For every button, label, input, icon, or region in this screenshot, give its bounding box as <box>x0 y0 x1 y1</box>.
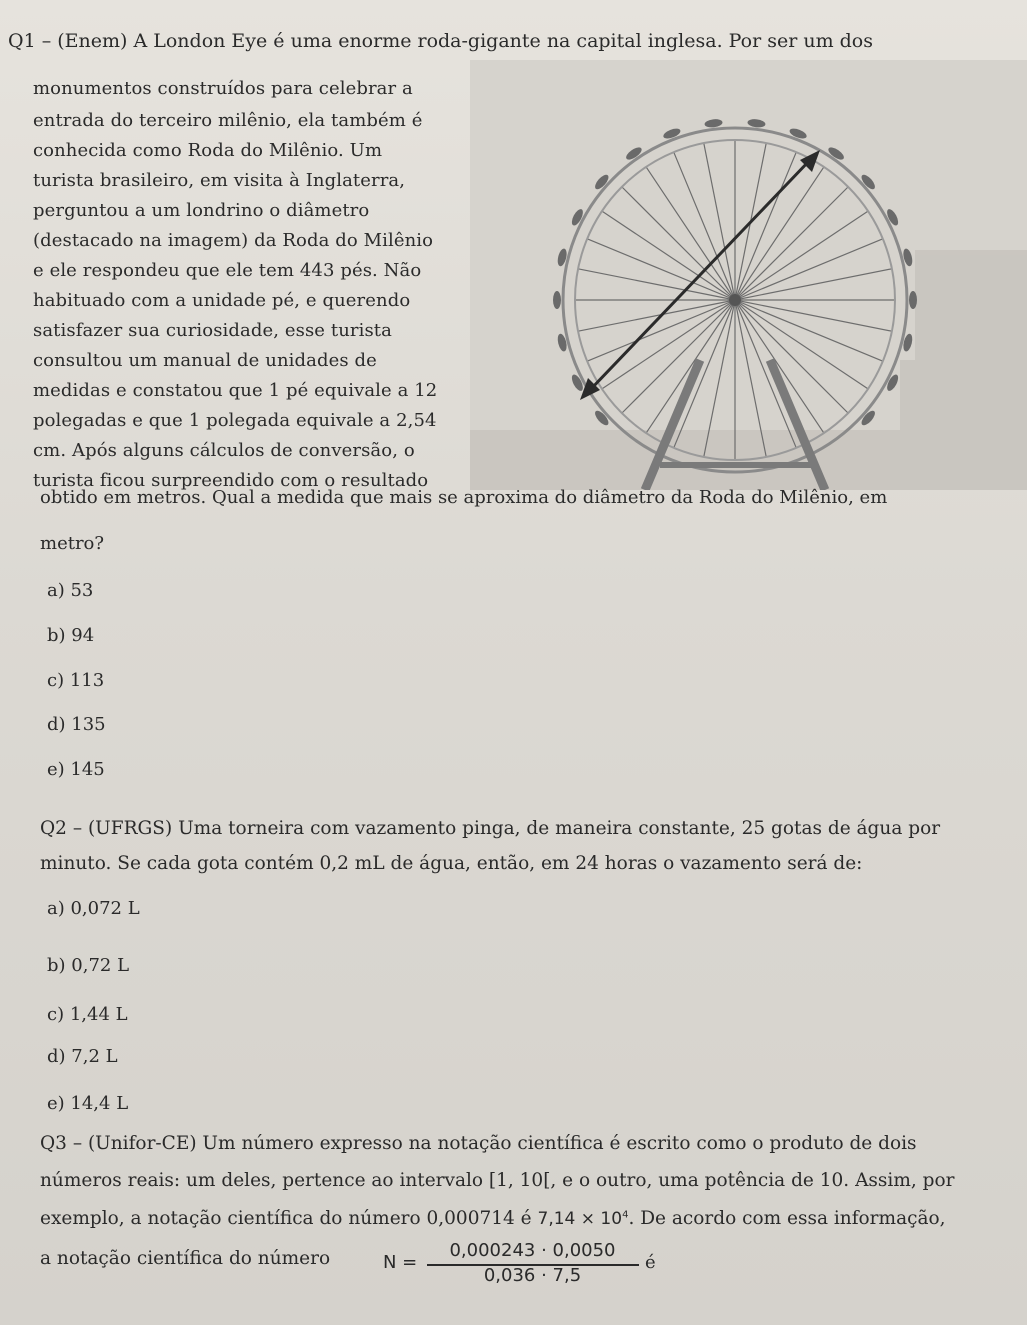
q1-line: entrada do terceiro milênio, ela também é <box>33 110 423 131</box>
q2-line: minuto. Se cada gota contém 0,2 mL de água, então, em 24 horas o vazamento será de: <box>40 853 863 874</box>
q3-line: Q3 – (Unifor-CE) Um número expresso na notação científica é escrito como o produto de dois <box>40 1133 917 1154</box>
q1-option-e: e) 145 <box>47 759 105 780</box>
q1-line: satisfazer sua curiosidade, esse turista <box>33 320 392 341</box>
q1-option-c: c) 113 <box>47 670 105 691</box>
q1-continuation: metro? <box>40 533 105 554</box>
sci-base: 7,14 × 10 <box>537 1209 623 1229</box>
q1-line: polegadas e que 1 polegada equivale a 2,54 <box>33 410 437 431</box>
q2-option-c: c) 1,44 L <box>47 1004 128 1025</box>
q2-option-d: d) 7,2 L <box>47 1046 118 1067</box>
q1-line: (destacado na imagem) da Roda do Milênio <box>33 230 434 251</box>
q1-line: e ele respondeu que ele tem 443 pés. Não <box>33 260 422 281</box>
q1-continuation: obtido em metros. Qual a medida que mais se aproxima do diâmetro da Roda do Milênio, em <box>40 487 888 508</box>
q1-line: habituado com a unidade pé, e querendo <box>33 290 411 311</box>
q1-line: perguntou a um londrino o diâmetro <box>33 200 370 221</box>
q3-line: números reais: um deles, pertence ao intervalo [1, 10[, e o outro, uma potência de 10. Assim, por <box>40 1170 955 1191</box>
q3-line <box>40 1248 330 1269</box>
q2-option-a: a) 0,072 L <box>47 898 140 919</box>
q1-line: cm. Após alguns cálculos de conversão, o <box>33 440 415 461</box>
q2-line: Q2 – (UFRGS) Uma torneira com vazamento pinga, de maneira constante, 25 gotas de água por <box>40 818 941 839</box>
wheel-capsule <box>909 291 917 309</box>
q1-title: Q1 – (Enem) A London Eye é uma enorme roda-gigante na capital inglesa. Por ser um dos <box>8 30 874 52</box>
q1-option-a: a) 53 <box>47 580 94 601</box>
q2-option-e: e) 14,4 L <box>47 1093 129 1114</box>
q1-line: conhecida como Roda do Milênio. Um <box>33 140 383 161</box>
q1-option-b: b) 94 <box>47 625 95 646</box>
q1-line: consultou um manual de unidades de <box>33 350 377 371</box>
q1-line: turista ficou surpreendido com o resultado <box>33 470 429 491</box>
q1-line: medidas e constatou que 1 pé equivale a 12 <box>33 380 438 401</box>
q2-option-b: b) 0,72 L <box>47 955 130 976</box>
q3-line-text: a notação científica do número <box>40 1248 331 1269</box>
q3-line-end: é <box>645 1252 656 1273</box>
sci-exponent: 4 <box>622 1209 629 1221</box>
variable-n: N = <box>383 1252 418 1273</box>
q1-option-d: d) 135 <box>47 714 106 735</box>
q1-line: turista brasileiro, em visita à Inglaterra, <box>33 170 406 191</box>
q3-line <box>40 1208 946 1229</box>
scientific-notation <box>538 1209 629 1229</box>
q1-line: monumentos construídos para celebrar a <box>33 78 413 99</box>
q3-line-text: exemplo, a notação científica do número 0,000714 é <box>40 1208 532 1229</box>
fraction-numerator: 0,000243 · 0,0050 <box>449 1240 616 1261</box>
fraction-denominator: 0,036 · 7,5 <box>483 1265 582 1286</box>
wheel-capsule <box>553 291 561 309</box>
ferris-wheel-illustration <box>470 60 1027 490</box>
q3-line-text: . De acordo com essa informação, <box>628 1208 946 1229</box>
